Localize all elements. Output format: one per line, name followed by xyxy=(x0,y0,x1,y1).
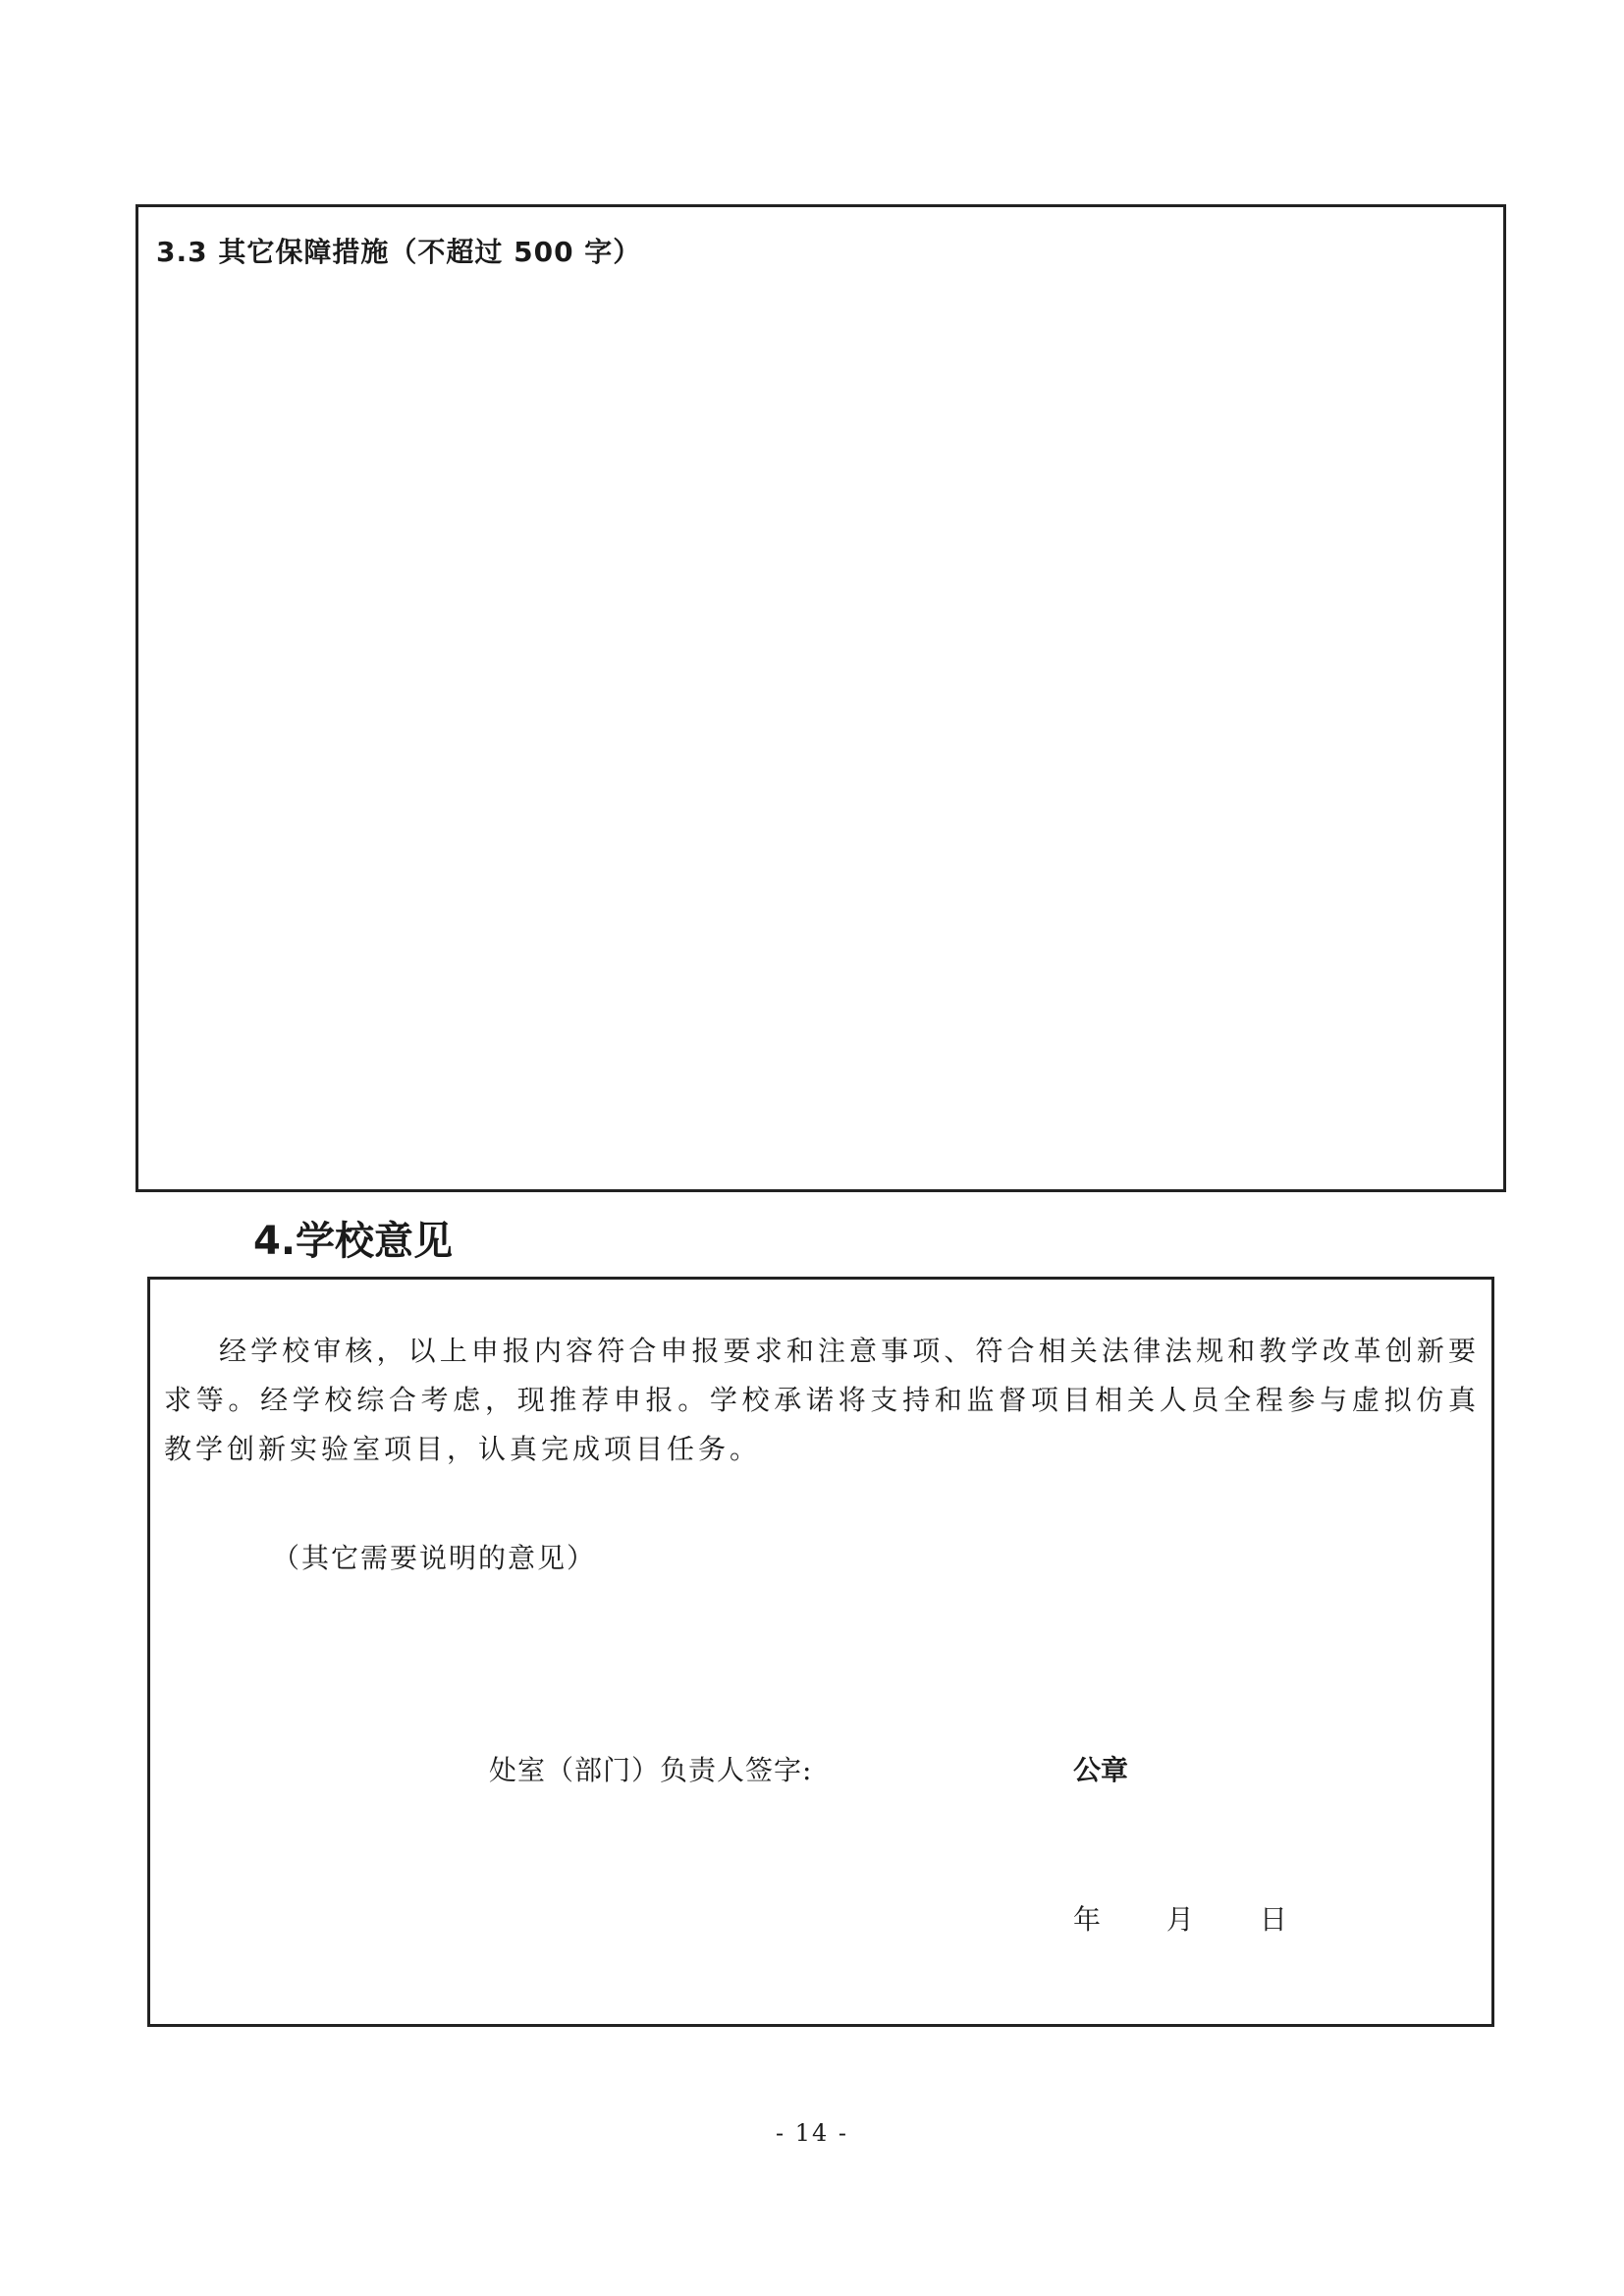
other-opinion-label: （其它需要说明的意见） xyxy=(272,1542,597,1574)
school-opinion-paragraph: 经学校审核，以上申报内容符合申报要求和注意事项、符合相关法律法规和教学改革创新要求等。经学校综合考虑，现推荐申报。学校承诺将支持和监督项目相关人员全程参与虚拟仿真教学创新实验室项目，认真完成项目任务。 xyxy=(164,1335,1480,1465)
date-year-label: 年 xyxy=(1073,1903,1102,1936)
other-measures-heading: 3.3 其它保障措施（不超过 500 字） xyxy=(156,236,642,268)
date-row xyxy=(1073,1898,1344,1938)
date-month-label: 月 xyxy=(1165,1903,1194,1936)
signature-label: 处室（部门）负责人签字: xyxy=(489,1754,813,1786)
school-opinion-title: 4.学校意见 xyxy=(253,1219,454,1264)
seal-label: 公章 xyxy=(1073,1754,1129,1786)
date-day-label: 日 xyxy=(1259,1903,1287,1936)
school-opinion-box xyxy=(147,1277,1494,2027)
page-number: - 14 - xyxy=(775,2119,848,2147)
other-measures-box xyxy=(135,204,1506,1192)
